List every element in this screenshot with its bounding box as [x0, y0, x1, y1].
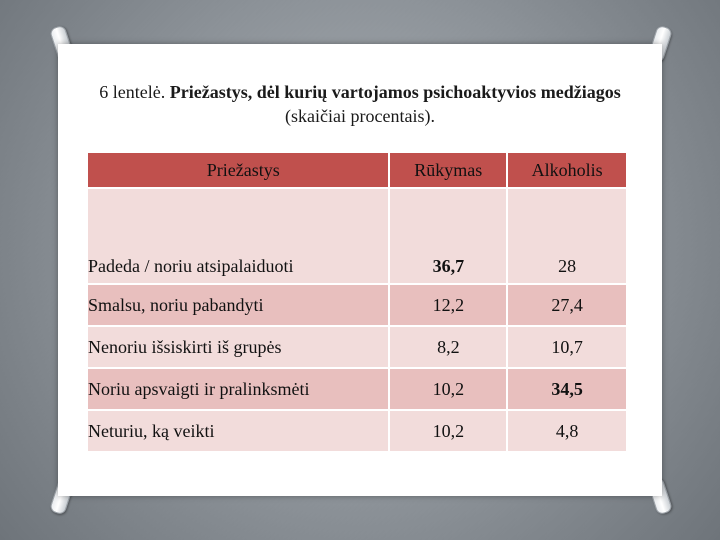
table-row [88, 285, 626, 325]
table-row [88, 369, 626, 409]
row-smoking-value: 12,2 [388, 285, 506, 325]
row-smoking-value: 10,2 [388, 411, 506, 451]
row-reason: Neturiu, ką veikti [88, 411, 388, 451]
row-reason: Smalsu, noriu pabandyti [88, 285, 388, 325]
header-reasons: Priežastys [88, 153, 388, 187]
table-row [88, 327, 626, 367]
table-row [88, 411, 626, 451]
caption-prefix: 6 lentelė. [99, 82, 170, 102]
table-row [88, 189, 626, 283]
row-alcohol-value: 28 [506, 189, 626, 283]
row-alcohol-value: 27,4 [506, 285, 626, 325]
row-reason: Nenoriu išsiskirti iš grupės [88, 327, 388, 367]
header-smoking: Rūkymas [388, 153, 506, 187]
row-smoking-value: 8,2 [388, 327, 506, 367]
row-smoking-value: 10,2 [388, 369, 506, 409]
table-caption [78, 80, 642, 128]
header-alcohol: Alkoholis [506, 153, 626, 187]
row-alcohol-value: 10,7 [506, 327, 626, 367]
caption-suffix: (skaičiai procentais). [285, 106, 435, 126]
row-reason: Padeda / noriu atsipalaiduoti [88, 189, 388, 283]
row-alcohol-value: 4,8 [506, 411, 626, 451]
reasons-table [88, 151, 626, 453]
table-header-row [88, 153, 626, 187]
row-alcohol-value: 34,5 [506, 369, 626, 409]
caption-bold: Priežastys, dėl kurių vartojamos psichoaktyvios medžiagos [169, 82, 621, 102]
row-smoking-value: 36,7 [388, 189, 506, 283]
row-reason: Noriu apsvaigti ir pralinksmėti [88, 369, 388, 409]
